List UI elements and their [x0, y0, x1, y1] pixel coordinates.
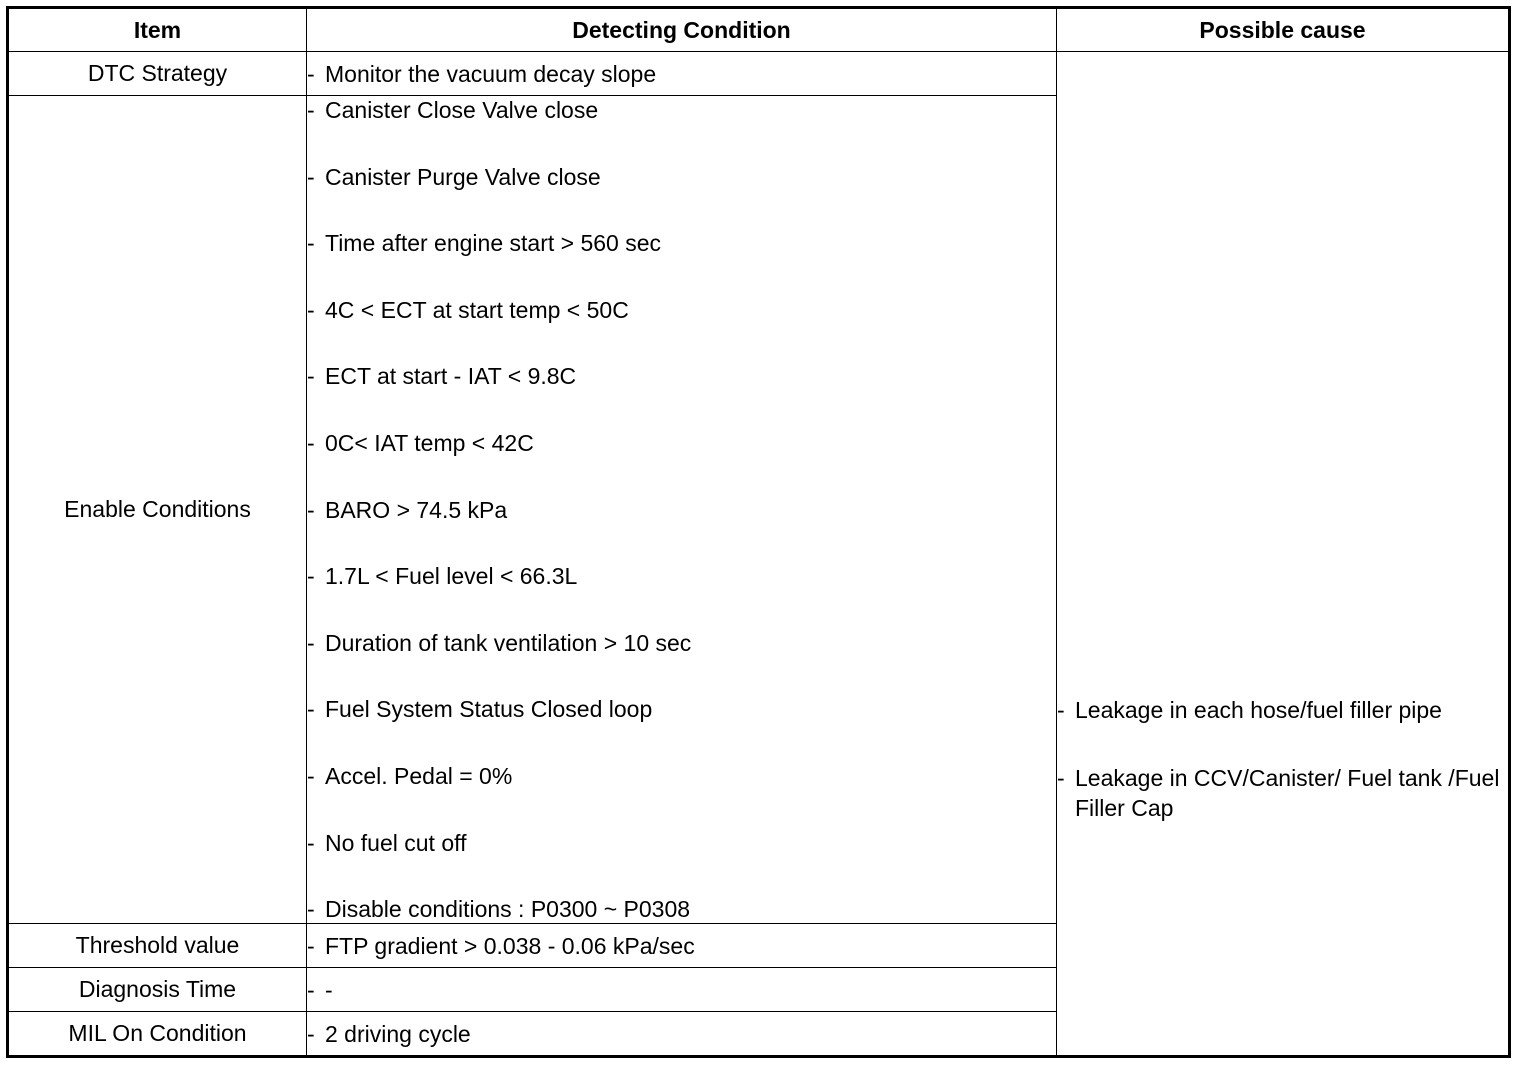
condition-text: 2 driving cycle [325, 1020, 471, 1047]
condition-text: FTP gradient > 0.038 - 0.06 kPa/sec [325, 932, 695, 959]
list-item: - Time after engine start > 560 sec [307, 230, 662, 257]
item-enable-conditions: Enable Conditions [8, 96, 307, 924]
cause-item: - Leakage in each hose/fuel filler pipe [1057, 695, 1508, 725]
item-threshold-value: Threshold value [8, 924, 307, 968]
list-item: - Canister Close Valve close [307, 97, 599, 123]
cause-item: - Leakage in CCV/Canister/ Fuel tank /Fuel Filler Cap [1057, 763, 1508, 823]
item-dtc-strategy: DTC Strategy [8, 52, 307, 96]
dtc-table [6, 6, 1511, 1058]
list-item: - ECT at start - IAT < 9.8C [307, 363, 577, 390]
list-item: - BARO > 74.5 kPa [307, 496, 508, 523]
item-mil-on-condition: MIL On Condition [8, 1012, 307, 1057]
condition-threshold-value: - FTP gradient > 0.038 - 0.06 kPa/sec [307, 924, 1057, 968]
header-row [8, 8, 1510, 52]
list-item: - 4C < ECT at start temp < 50C [307, 296, 629, 323]
list-item: - Disable conditions : P0300 ~ P0308 [307, 896, 691, 923]
condition-text: - [325, 976, 333, 1003]
condition-mil-on-condition: - 2 driving cycle [307, 1012, 1057, 1057]
list-item: - No fuel cut off [307, 829, 467, 856]
header-detecting-condition: Detecting Condition [307, 8, 1057, 52]
list-item: - 1.7L < Fuel level < 66.3L [307, 563, 578, 590]
list-item: - Accel. Pedal = 0% [307, 762, 513, 789]
list-item: - 0C< IAT temp < 42C [307, 429, 534, 456]
list-item: - Canister Purge Valve close [307, 163, 601, 190]
item-diagnosis-time: Diagnosis Time [8, 968, 307, 1012]
bullet-dash: - [307, 60, 315, 87]
condition-dtc-strategy [307, 52, 1057, 96]
cause-text: Leakage in each hose/fuel filler pipe [1075, 697, 1442, 724]
header-possible-cause: Possible cause [1057, 8, 1510, 52]
condition-diagnosis-time: - - [307, 968, 1057, 1012]
condition-enable-conditions [307, 96, 1057, 924]
list-item: - Duration of tank ventilation > 10 sec [307, 629, 692, 656]
possible-cause-cell [1057, 52, 1510, 1057]
list-item: - Fuel System Status Closed loop [307, 696, 653, 723]
header-item: Item [8, 8, 307, 52]
condition-text: Monitor the vacuum decay slope [325, 60, 657, 87]
cause-text: Leakage in CCV/Canister/ Fuel tank /Fuel Filler Cap [1075, 765, 1500, 822]
table-row-dtc-strategy [8, 52, 1510, 96]
